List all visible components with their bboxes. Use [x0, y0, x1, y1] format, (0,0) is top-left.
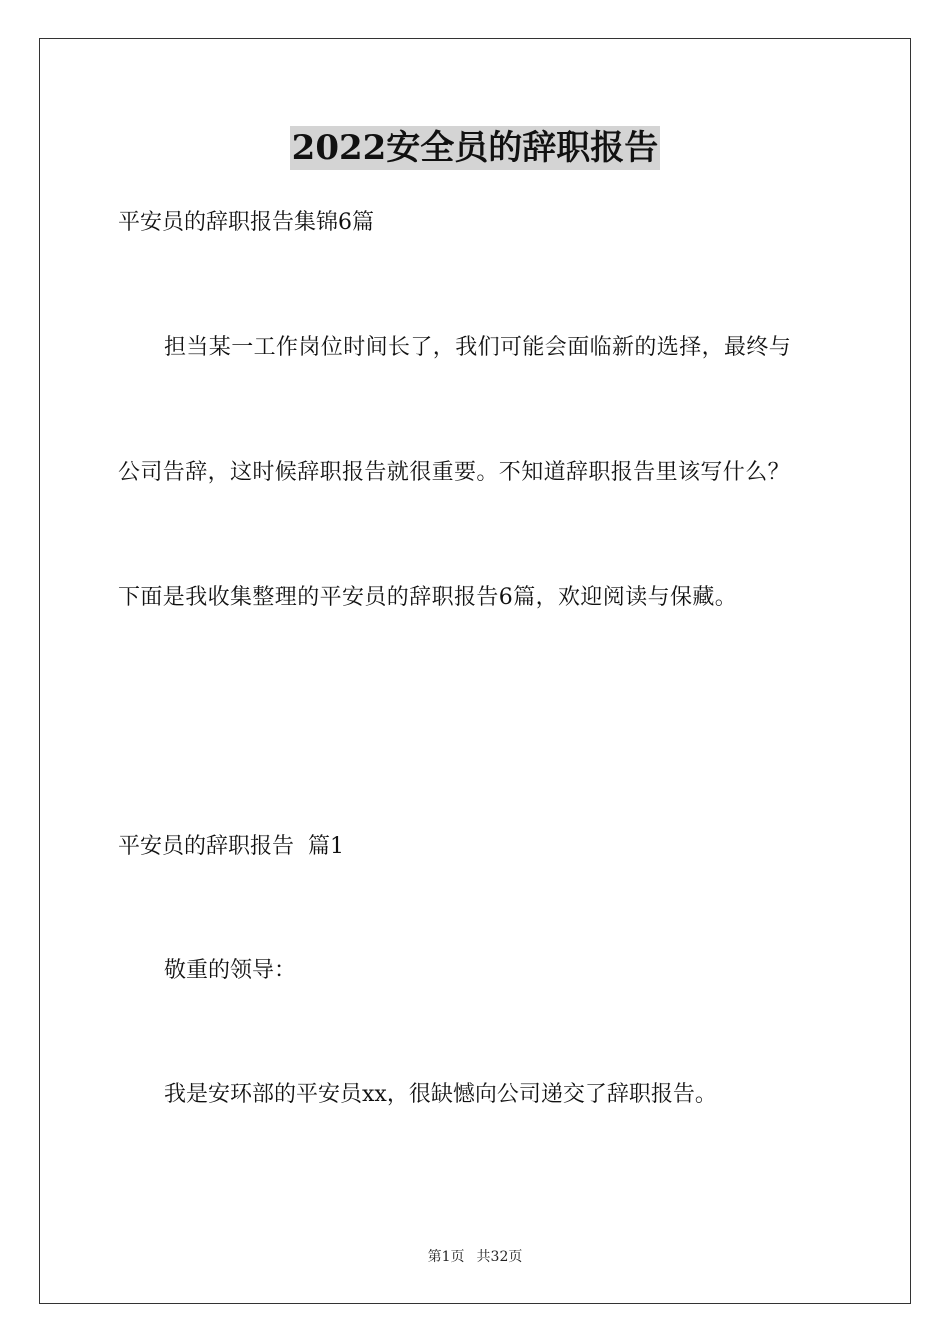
body-line: 我是安环部的平安员xx，很缺憾向公司递交了辞职报告。 — [164, 1082, 717, 1107]
document-title-wrapper — [0, 126, 950, 170]
intro-line-2: 公司告辞，这时候辞职报告就很重要。不知道辞职报告里该写什么？ — [118, 460, 791, 485]
intro-line-3: 下面是我收集整理的平安员的辞职报告6篇，欢迎阅读与保藏。 — [118, 585, 738, 610]
section-heading: 平安员的辞职报告 篇1 — [118, 834, 344, 859]
page-footer — [0, 1247, 950, 1267]
intro-line-1: 担当某一工作岗位时间长了，我们可能会面临新的选择，最终与 — [164, 335, 792, 360]
page-number: 第1页 — [427, 1249, 465, 1265]
document-title: 2022安全员的辞职报告 — [291, 128, 659, 168]
page-total: 共32页 — [476, 1249, 523, 1265]
document-subtitle: 平安员的辞职报告集锦6篇 — [118, 210, 374, 235]
salutation: 敬重的领导： — [164, 958, 297, 983]
